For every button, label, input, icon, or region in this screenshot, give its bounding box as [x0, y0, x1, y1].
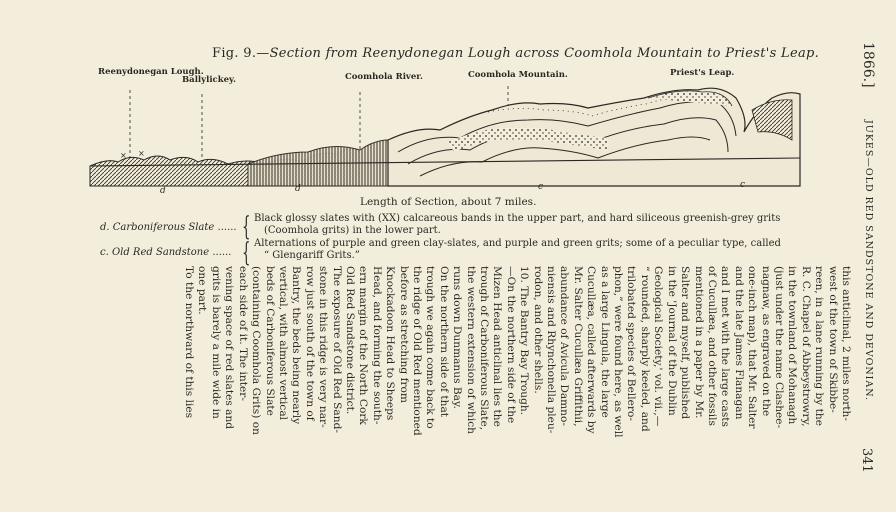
body-text-line: the western extension of which	[464, 266, 477, 434]
body-text-line: Geological Society,' vol. vii.,—	[652, 266, 665, 427]
fault-mark-1: ×	[120, 151, 127, 160]
body-text-line: abundance of Avicula Damno-	[558, 266, 571, 426]
body-text-line: runs down Dunmanus Bay.	[451, 266, 464, 409]
body-text-line: as a large Lingula, the large	[598, 266, 611, 418]
body-text-line: reen, in a lane running by the	[813, 266, 826, 426]
body-text-line: and the late James Flanagan	[732, 266, 745, 420]
body-text-column	[182, 266, 852, 506]
legend-desc-carboniferous-2: (Coomhola grits) in the lower part.	[264, 225, 441, 236]
body-text-line: (just under the name Clashee-	[772, 266, 785, 429]
bed-letter-d-1: d	[160, 186, 166, 196]
body-text-line: of Cucullæa, and other fossils	[705, 266, 718, 426]
legend-desc-carboniferous-1: Black glossy slates with (XX) calcareous bands in the upper part, and hard siliceous greenish-grey grits	[254, 213, 781, 224]
body-text-line: Cucullæa, called afterwards by	[585, 266, 598, 434]
body-text-line: mentioned in a paper by Mr.	[692, 266, 705, 419]
body-text-line: each side of it. The inter-	[236, 266, 249, 401]
body-text-line: 10. The Bantry Bay Trough.	[518, 266, 531, 416]
body-text-line: before as stretching from	[397, 266, 410, 403]
running-title: JUKES—OLD RED SANDSTONE AND DEVONIAN.	[863, 120, 874, 402]
body-text-line: nagnaw, as engraved on the	[759, 266, 772, 417]
body-text-line: rodon, and other shells.	[531, 266, 544, 394]
legend-brace-2: {	[242, 238, 251, 268]
page-year: 1866.]	[860, 42, 876, 88]
body-text-line: Knockadoon Head to Sheeps	[384, 266, 397, 421]
body-text-line: grits is barely a mile wide in	[209, 266, 222, 419]
bed-letter-d-2: d	[295, 184, 301, 194]
body-text-line: beds of Carboniferous Slate	[263, 266, 276, 416]
legend-brace-1: {	[242, 212, 251, 242]
place-label-ballylickey: Ballylickey.	[182, 75, 236, 85]
body-text-line: vertical, with almost vertical	[276, 266, 289, 421]
body-text-line: trilobated species of Bellero-	[625, 266, 638, 421]
section-length-note: Length of Section, about 7 miles.	[360, 196, 537, 208]
body-text-line: this anticlinal, 2 miles north-	[840, 266, 852, 421]
legend-desc-old-red-1: Alternations of purple and green clay-slates, and purple and green grits; some of a peculiar type, called	[254, 238, 781, 249]
body-text-line: one-inch map), that Mr. Salter	[746, 266, 759, 429]
body-text-line: Mizen Head anticlinal lies the	[491, 266, 504, 427]
page-number: 341	[859, 448, 874, 473]
body-text-line: trough we again come back to	[424, 266, 437, 429]
body-text-line: Bantry, the beds being nearly	[290, 266, 303, 425]
body-text-line: To the northward of this lies	[183, 266, 196, 419]
body-text-line: (containing Coomhola Grits) on	[250, 266, 263, 435]
figure-title-text: Section from Reenydonegan Lough across Coomhola Mountain to Priest's Leap.	[269, 46, 820, 61]
body-text-line: and I met with the large casts	[719, 266, 732, 427]
body-text-line: vening space of red slates and	[223, 266, 236, 430]
body-text-line: On the northern side of that	[437, 266, 450, 418]
body-text-line: trough of Carboniferous Slate,	[478, 266, 491, 431]
legend-desc-old-red-2: “ Glengariff Grits.”	[264, 250, 360, 261]
body-text-line: stone in this ridge is very nar-	[317, 266, 330, 428]
legend-label-carboniferous: d. Carboniferous Slate ......	[100, 222, 237, 233]
place-label-priests-leap: Priest's Leap.	[670, 68, 735, 78]
body-text-line: Mr. Salter Cucullæa Griffithii,	[571, 266, 584, 427]
body-text-line: niensis and Rhynchonella pleu-	[545, 266, 558, 434]
body-text-line: row just south of the town of	[303, 266, 316, 421]
body-text-line: Salter and myself, published	[679, 266, 692, 420]
body-text-line: The exposure of Old Red Sand-	[330, 266, 343, 433]
body-text-line: the ridge of Old Red mentioned	[411, 266, 423, 436]
legend-label-old-red: c. Old Red Sandstone ......	[100, 247, 232, 258]
figure-title-prefix: Fig. 9.—	[212, 46, 270, 61]
body-text-line: phon,” were found here, as well	[612, 266, 625, 438]
body-text-line: in the 'Journal of the Dublin	[665, 266, 678, 416]
fault-mark-2: ×	[138, 149, 145, 158]
body-text-line: —On the northern side of the	[504, 266, 517, 424]
body-text-line: one part.	[196, 266, 209, 315]
figure-title	[212, 46, 819, 61]
geological-section-diagram	[88, 80, 812, 190]
body-text-line: R. C. Chapel of Abbeystrowry,	[799, 266, 812, 427]
body-text-line: ern margin of the North Cork	[357, 266, 370, 425]
bed-letter-c-2: c	[740, 180, 746, 190]
place-label-coomhola-river: Coomhola River.	[345, 72, 423, 82]
bed-letter-c-1: c	[538, 182, 544, 192]
body-text-line: Head, and forming the south-	[370, 266, 383, 425]
body-text-line: Old Red Sandstone district.	[343, 266, 356, 415]
body-text-line: “ rounded, sharply keeled, and	[638, 266, 651, 432]
body-text-line: west of the town of Skibbe-	[826, 266, 839, 413]
body-text-line: in the townland of Mohanagh	[786, 266, 799, 425]
place-label-coomhola-mountain: Coomhola Mountain.	[468, 70, 568, 80]
place-label-reenydonegan: Reenydonegan Lough.	[98, 67, 204, 77]
